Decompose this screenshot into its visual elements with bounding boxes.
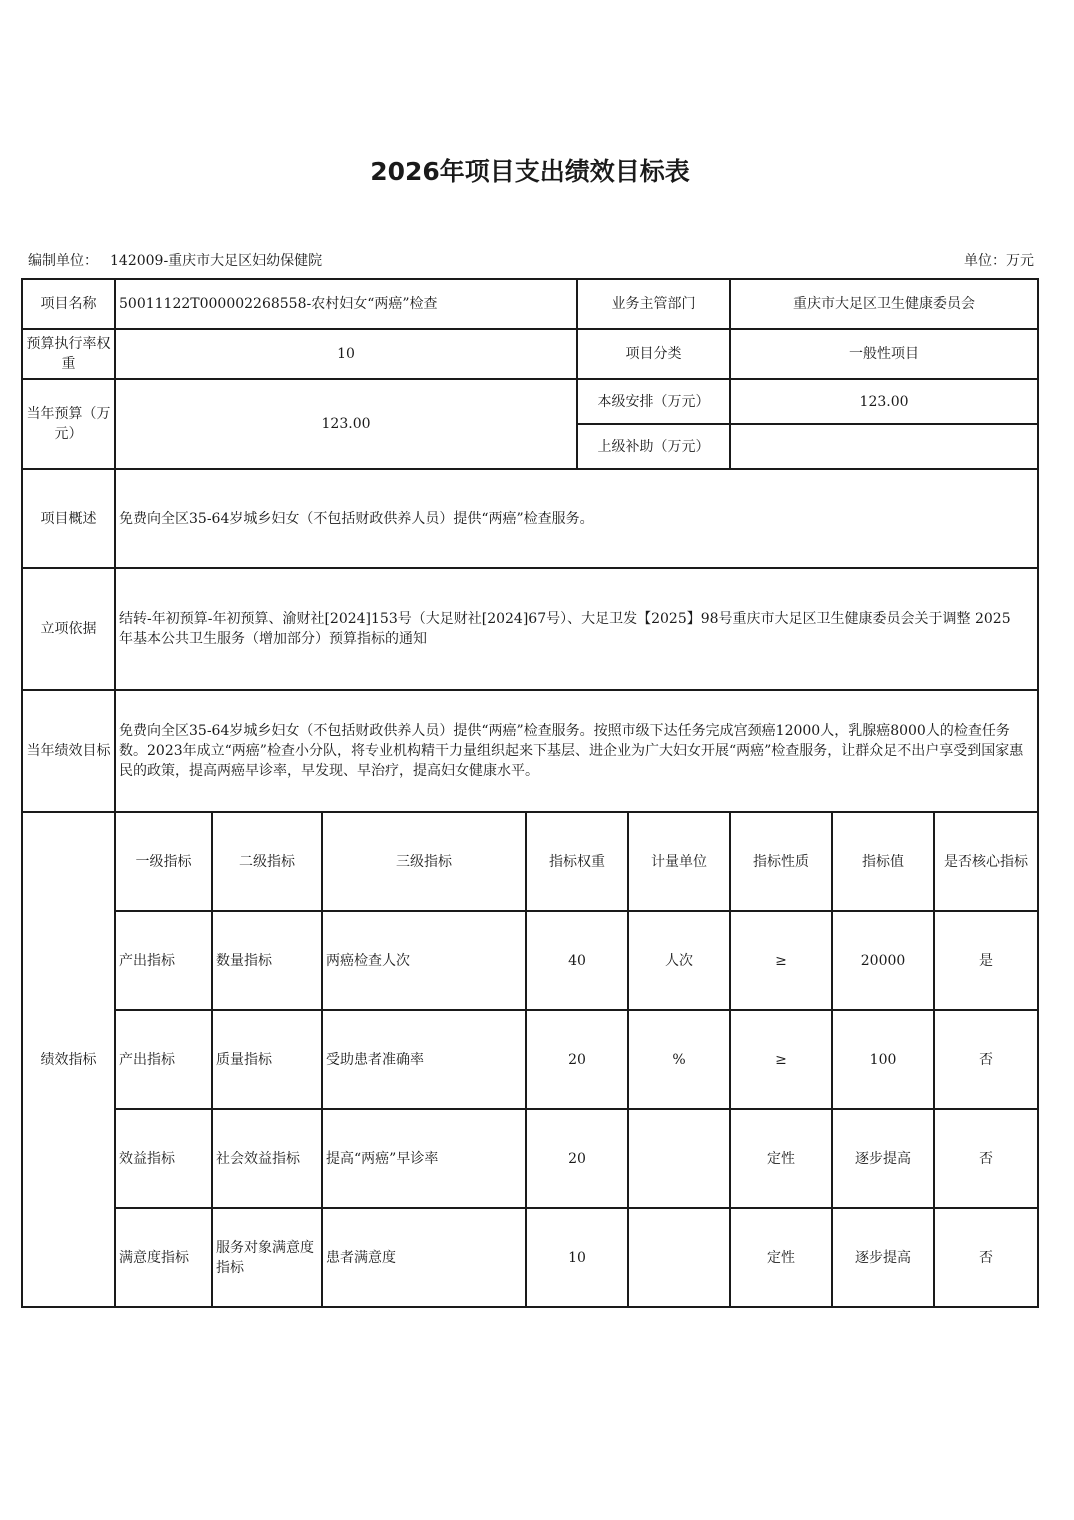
indicator-level2: 质量指标 — [212, 1010, 322, 1109]
table-row — [22, 1109, 1038, 1208]
indicator-nature: ≥ — [730, 911, 832, 1010]
col-header-level3: 三级指标 — [322, 812, 526, 911]
col-header-level1: 一级指标 — [115, 812, 212, 911]
indicator-level3: 患者满意度 — [322, 1208, 526, 1307]
indicator-unit — [628, 1109, 730, 1208]
col-header-weight: 指标权重 — [526, 812, 628, 911]
indicator-value: 100 — [832, 1010, 934, 1109]
indicator-level3: 受助患者准确率 — [322, 1010, 526, 1109]
row-basis — [22, 568, 1038, 690]
indicator-value: 逐步提高 — [832, 1109, 934, 1208]
indicator-level1: 产出指标 — [115, 1010, 212, 1109]
indicator-header-row — [22, 812, 1038, 911]
row-project-name — [22, 279, 1038, 329]
col-header-core: 是否核心指标 — [934, 812, 1038, 911]
indicator-unit — [628, 1208, 730, 1307]
indicator-core: 否 — [934, 1109, 1038, 1208]
indicator-core: 否 — [934, 1208, 1038, 1307]
compiling-unit — [28, 250, 322, 270]
indicator-value: 20000 — [832, 911, 934, 1010]
annual-budget-value: 123.00 — [115, 379, 577, 469]
indicator-level1: 产出指标 — [115, 911, 212, 1010]
table-row — [22, 911, 1038, 1010]
performance-target-table — [21, 278, 1039, 1308]
row-exec-rate — [22, 329, 1038, 379]
compiling-unit-value: 142009-重庆市大足区妇幼保健院 — [110, 253, 323, 269]
annual-goal-value: 免费向全区35-64岁城乡妇女（不包括财政供养人员）提供“两癌”检查服务。按照市级下达任务完成宫颈癌12000人，乳腺癌8000人的检查任务数。2023年成立“两癌”检查小分队，将专业机构精干力量组织起来下基层、进企业为广大妇女开展“两癌”检查服务，让群众足不出户享受到国家惠民的政策，提高两癌早诊率，早发现、早治疗，提高妇女健康水平。 — [115, 690, 1038, 812]
indicator-level1: 满意度指标 — [115, 1208, 212, 1307]
indicator-level1: 效益指标 — [115, 1109, 212, 1208]
superior-subsidy-label: 上级补助（万元） — [577, 424, 730, 469]
indicator-core: 是 — [934, 911, 1038, 1010]
basis-value: 结转-年初预算-年初预算、渝财社[2024]153号（大足财社[2024]67号）、大足卫发【2025】98号重庆市大足区卫生健康委员会关于调整 2025 年基本公共卫生服务（增加部分）预算指标的通知 — [115, 568, 1038, 690]
exec-rate-weight-value: 10 — [115, 329, 577, 379]
indicator-level2: 服务对象满意度指标 — [212, 1208, 322, 1307]
superior-subsidy-value — [730, 424, 1038, 469]
department-value: 重庆市大足区卫生健康委员会 — [730, 279, 1038, 329]
project-name-value: 50011122T000002268558-农村妇女“两癌”检查 — [115, 279, 577, 329]
local-arrangement-label: 本级安排（万元） — [577, 379, 730, 424]
overview-value: 免费向全区35-64岁城乡妇女（不包括财政供养人员）提供“两癌”检查服务。 — [115, 469, 1038, 568]
col-header-nature: 指标性质 — [730, 812, 832, 911]
indicator-weight: 20 — [526, 1010, 628, 1109]
indicator-weight: 40 — [526, 911, 628, 1010]
compiling-unit-label: 编制单位： — [28, 253, 98, 269]
col-header-value: 指标值 — [832, 812, 934, 911]
currency-unit: 单位：万元 — [964, 253, 1034, 269]
indicator-level3: 提高“两癌”早诊率 — [322, 1109, 526, 1208]
indicator-level2: 社会效益指标 — [212, 1109, 322, 1208]
annual-goal-label: 当年绩效目标 — [22, 690, 115, 812]
exec-rate-weight-label: 预算执行率权重 — [22, 329, 115, 379]
project-category-value: 一般性项目 — [730, 329, 1038, 379]
indicator-level2: 数量指标 — [212, 911, 322, 1010]
indicators-section-label: 绩效指标 — [22, 812, 115, 1307]
basis-label: 立项依据 — [22, 568, 115, 690]
row-annual-budget — [22, 379, 1038, 424]
overview-label: 项目概述 — [22, 469, 115, 568]
local-arrangement-value: 123.00 — [730, 379, 1038, 424]
indicator-nature: ≥ — [730, 1010, 832, 1109]
indicator-nature: 定性 — [730, 1208, 832, 1307]
project-category-label: 项目分类 — [577, 329, 730, 379]
row-overview — [22, 469, 1038, 568]
col-header-unit: 计量单位 — [628, 812, 730, 911]
table-row — [22, 1208, 1038, 1307]
department-label: 业务主管部门 — [577, 279, 730, 329]
indicator-weight: 10 — [526, 1208, 628, 1307]
indicator-core: 否 — [934, 1010, 1038, 1109]
project-name-label: 项目名称 — [22, 279, 115, 329]
indicator-unit: 人次 — [628, 911, 730, 1010]
table-row — [22, 1010, 1038, 1109]
indicator-unit: % — [628, 1010, 730, 1109]
col-header-level2: 二级指标 — [212, 812, 322, 911]
indicator-weight: 20 — [526, 1109, 628, 1208]
indicator-value: 逐步提高 — [832, 1208, 934, 1307]
indicator-nature: 定性 — [730, 1109, 832, 1208]
annual-budget-label: 当年预算（万元） — [22, 379, 115, 469]
indicator-level3: 两癌检查人次 — [322, 911, 526, 1010]
document-title: 2026年项目支出绩效目标表 — [370, 157, 690, 186]
row-annual-goal — [22, 690, 1038, 812]
